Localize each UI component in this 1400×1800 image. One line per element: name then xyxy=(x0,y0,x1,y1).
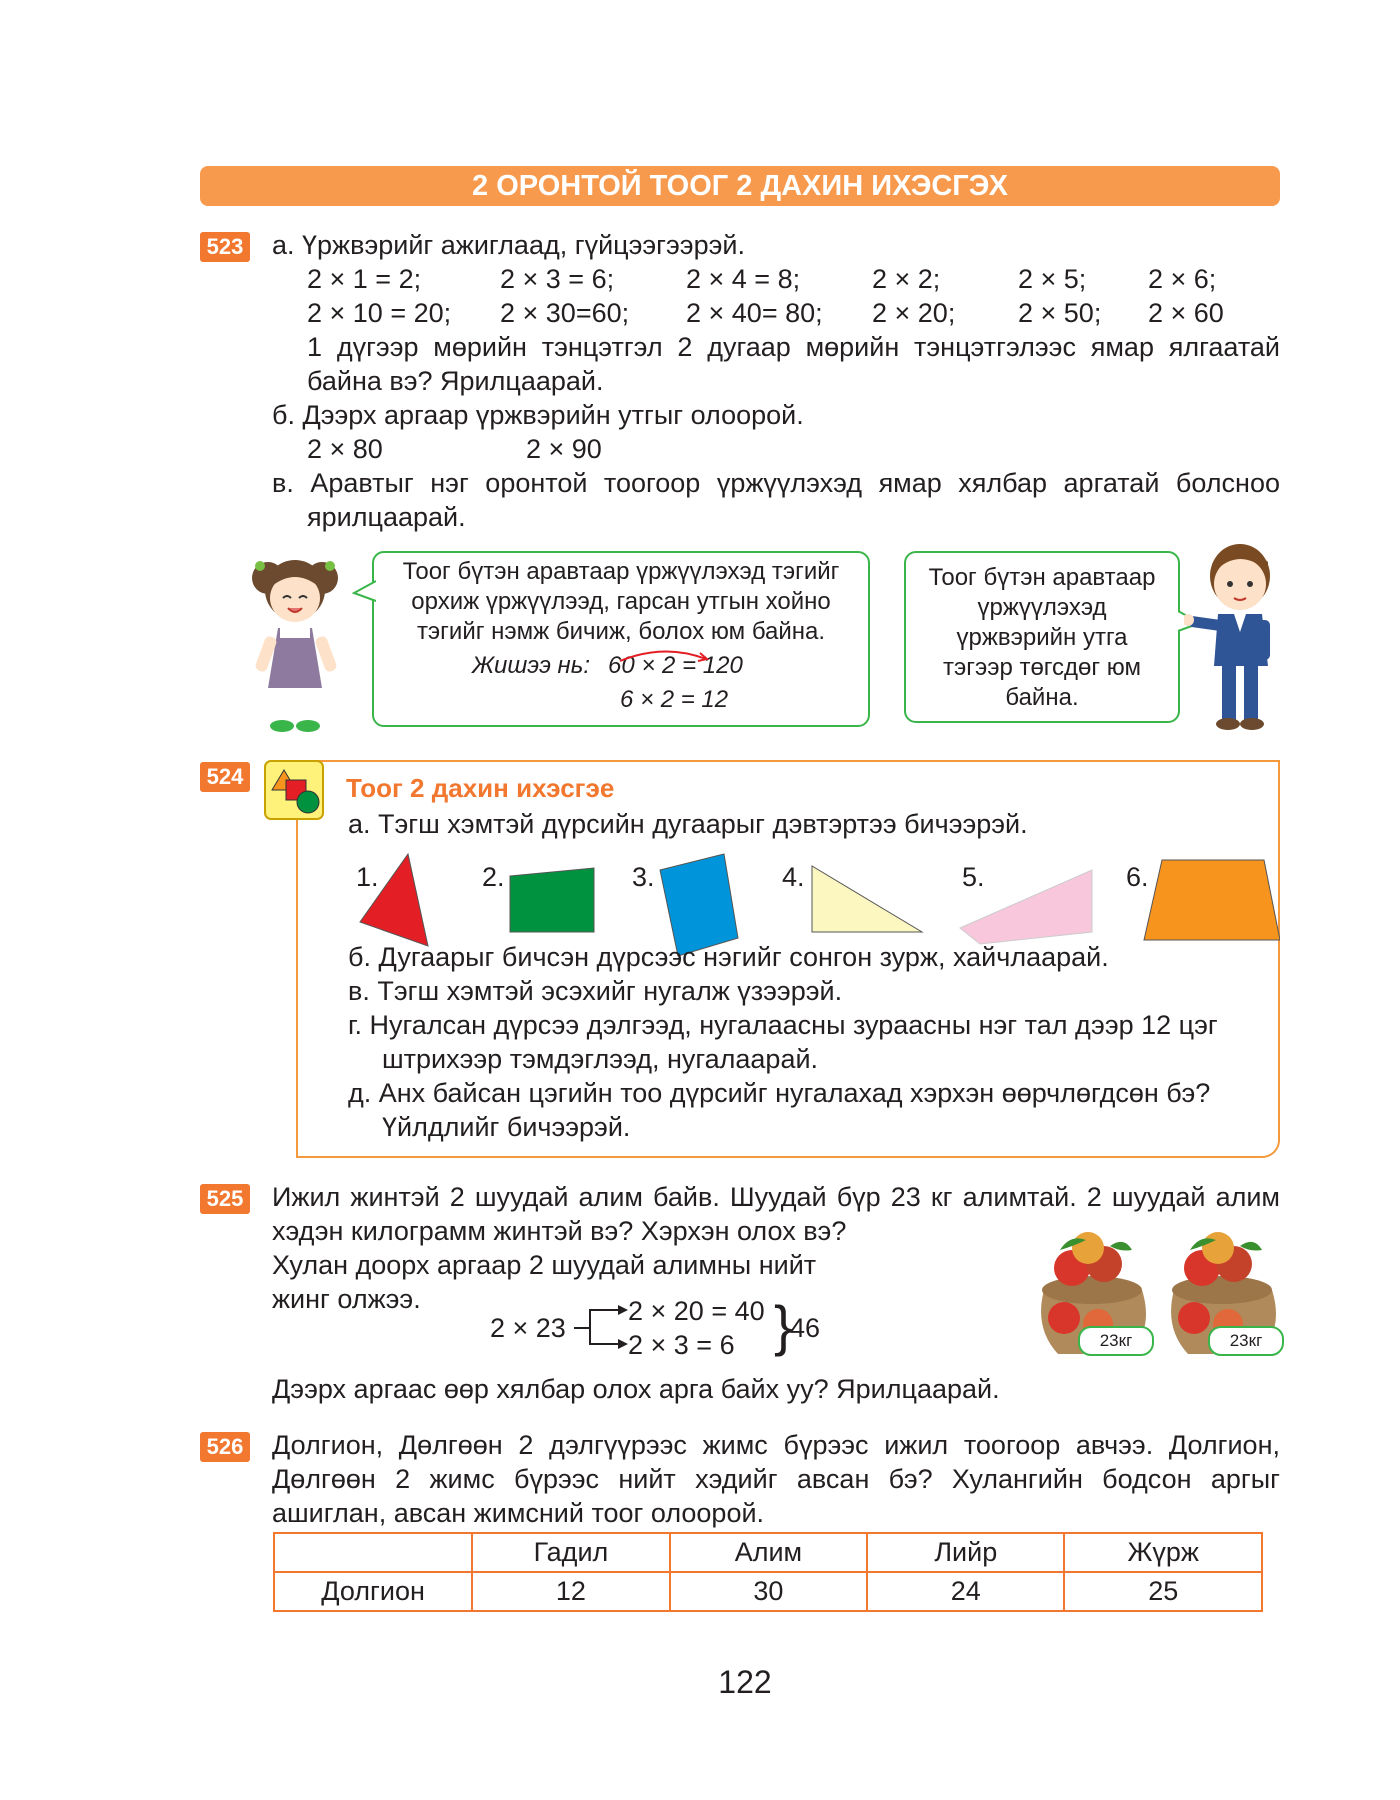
shape-number: 3. xyxy=(632,862,655,892)
ex523-part-b: б. Дээрх аргаар үржвэрийн утгыг олоорой. xyxy=(272,400,804,430)
expr: 2 × 4 = 8; xyxy=(686,264,801,294)
calc-sum: 46 xyxy=(790,1313,821,1343)
ex525-line4: жинг олжээ. xyxy=(272,1284,421,1314)
bubble-line: орхиж үржүүлээд, гарсан утгын хойно xyxy=(411,588,831,615)
expr: 2 × 30=60; xyxy=(500,298,630,328)
ex526-line3: ашиглан, авсан жимсний тоог олоорой. xyxy=(272,1498,765,1528)
expr: 2 × 50; xyxy=(1018,298,1102,328)
example-equation-2: 6 × 2 = 12 xyxy=(620,686,729,713)
shape-4-right-triangle xyxy=(812,866,922,932)
example-equation-1: 60 × 2 = 120 xyxy=(608,652,743,679)
shape-number: 2. xyxy=(482,862,505,892)
expr: 2 × 20; xyxy=(872,298,956,328)
exercise-number-524: 524 xyxy=(200,762,250,792)
table-cell: 30 xyxy=(670,1572,867,1611)
calc-bottom: 2 × 3 = 6 xyxy=(628,1330,735,1360)
boy-speech-bubble xyxy=(904,551,1180,723)
ex523-part-v-line2: ярилцаарай. xyxy=(307,502,466,532)
shape-number: 6. xyxy=(1126,862,1149,892)
ex523-b-item: 2 × 90 xyxy=(526,434,602,464)
ex523-part-v-line1: в. Аравтыг нэг оронтой тоогоор үржүүлэхэд ямар хялбар аргатай болсноо xyxy=(272,468,1280,498)
ex523-question-line1: 1 дүгээр мөрийн тэнцэтгэл 2 дугаар мөрийн тэнцэтгэлээс ямар ялгаатай xyxy=(307,332,1280,362)
shape-number: 4. xyxy=(782,862,805,892)
expr: 2 × 6; xyxy=(1148,264,1217,294)
ex525-question: Дээрх аргаас өөр хялбар олох арга байх уу? Ярилцаарай. xyxy=(272,1374,1000,1404)
bubble-line: байна. xyxy=(1005,684,1079,711)
ex523-part-a: а. Үржвэрийг ажиглаад, гүйцээгээрэй. xyxy=(272,230,745,260)
table-header-cell xyxy=(274,1533,472,1572)
table-header-cell: Гадил xyxy=(472,1533,670,1572)
ex524-part-d-line1: д. Анх байсан цэгийн тоо дүрсийг нугалахад хэрхэн өөрчлөгдсөн бэ? xyxy=(348,1078,1211,1108)
table-cell: 25 xyxy=(1064,1572,1262,1611)
calc-top: 2 × 20 = 40 xyxy=(628,1296,765,1326)
girl-illustration xyxy=(240,548,350,738)
expr: 2 × 40= 80; xyxy=(686,298,823,328)
ex524-heading: Тоог 2 дахин ихэсгэе xyxy=(346,773,615,803)
table-header-cell: Лийр xyxy=(867,1533,1064,1572)
example-label: Жишээ нь: xyxy=(472,652,591,679)
ex525-line1: Ижил жинтэй 2 шуудай алим байв. Шуудай бүр 23 кг алимтай. 2 шуудай алим xyxy=(272,1182,1280,1212)
table-cell: Долгион xyxy=(274,1572,472,1611)
shape-number: 1. xyxy=(356,862,379,892)
ex523-question-line2: байна вэ? Ярилцаарай. xyxy=(307,366,604,396)
expr: 2 × 3 = 6; xyxy=(500,264,615,294)
ex525-line2: хэдэн килограмм жинтэй вэ? Хэрхэн олох вэ? xyxy=(272,1216,847,1246)
ex526-line1: Долгион, Дөлгөөн 2 дэлгүүрээс жимс бүрээс ижил тоогоор авчээ. Долгион, xyxy=(272,1430,1280,1460)
page-number: 122 xyxy=(718,1664,772,1700)
ex525-line3: Хулан доорх аргаар 2 шуудай алимны нийт xyxy=(272,1250,817,1280)
bubble-line: үржвэрийн утга xyxy=(956,624,1128,651)
ex524-part-g-line2: штрихээр тэмдэглээд, нугалаарай. xyxy=(382,1044,819,1074)
ex524-part-v: в. Тэгш хэмтэй эсэхийг нугалж үзээрэй. xyxy=(348,976,843,1006)
shape-1-triangle xyxy=(360,854,428,946)
expr: 2 × 60 xyxy=(1148,298,1224,328)
bubble-line: үржүүлэхэд xyxy=(977,594,1107,621)
shape-5-quadrilateral xyxy=(960,870,1092,944)
fruit-table xyxy=(273,1532,1263,1612)
exercise-number-526: 526 xyxy=(200,1432,250,1462)
table-cell: 24 xyxy=(867,1572,1064,1611)
table-header-cell: Жүрж xyxy=(1064,1533,1262,1572)
table-header-row xyxy=(274,1533,1262,1572)
calc-brace-icon: } xyxy=(774,1294,793,1357)
exercise-number-523: 523 xyxy=(200,232,250,262)
shapes-icon xyxy=(264,760,326,822)
ex523-b-item: 2 × 80 xyxy=(307,434,383,464)
table-row xyxy=(274,1572,1262,1611)
shape-number: 5. xyxy=(962,862,985,892)
bubble-line: тэгийг нэмж бичиж, болох юм байна. xyxy=(416,618,826,645)
ex526-line2: Дөлгөөн 2 жимс бүрээс нийт хэдийг авсан бэ? Хулангийн бодсон аргыг xyxy=(272,1464,1280,1494)
ex524-part-b: б. Дугаарыг бичсэн дүрсээс нэгийг сонгон зурж, хайчлаарай. xyxy=(348,942,1109,972)
ex524-part-g-line1: г. Нугалсан дүрсээ дэлгээд, нугалаасны зураасны нэг тал дээр 12 цэг xyxy=(348,1010,1218,1040)
calc-left: 2 × 23 xyxy=(490,1313,566,1343)
bubble-line: Тоог бүтэн аравтаар xyxy=(928,564,1156,591)
table-header-cell: Алим xyxy=(670,1533,867,1572)
girl-speech-bubble xyxy=(372,551,870,727)
expr: 2 × 5; xyxy=(1018,264,1087,294)
expr: 2 × 2; xyxy=(872,264,941,294)
ex524-part-d-line2: Үйлдлийг бичээрэй. xyxy=(382,1112,631,1142)
calc-split-arrows xyxy=(572,1300,632,1350)
table-cell: 12 xyxy=(472,1572,670,1611)
bubble-tail xyxy=(352,579,376,605)
boy-illustration xyxy=(1184,536,1284,736)
expr: 2 × 1 = 2; xyxy=(307,264,422,294)
shape-6-trapezoid xyxy=(1144,860,1280,940)
bubble-line: тэгээр төгсдөг юм xyxy=(942,654,1142,681)
bubble-line: Тоог бүтэн аравтаар үржүүлэхэд тэгийг xyxy=(402,558,840,585)
expr: 2 × 10 = 20; xyxy=(307,298,452,328)
shape-2-trapezoid xyxy=(510,868,594,932)
exercise-number-525: 525 xyxy=(200,1184,250,1214)
sack-weight-label: 23кг xyxy=(1208,1326,1284,1356)
ex524-part-a: а. Тэгш хэмтэй дүрсийн дугаарыг дэвтэртээ бичээрэй. xyxy=(348,809,1028,839)
sack-weight-label: 23кг xyxy=(1078,1326,1154,1356)
section-title: 2 ОРОНТОЙ ТООГ 2 ДАХИН ИХЭСГЭХ xyxy=(200,166,1280,206)
curved-arrow-icon xyxy=(614,647,714,663)
